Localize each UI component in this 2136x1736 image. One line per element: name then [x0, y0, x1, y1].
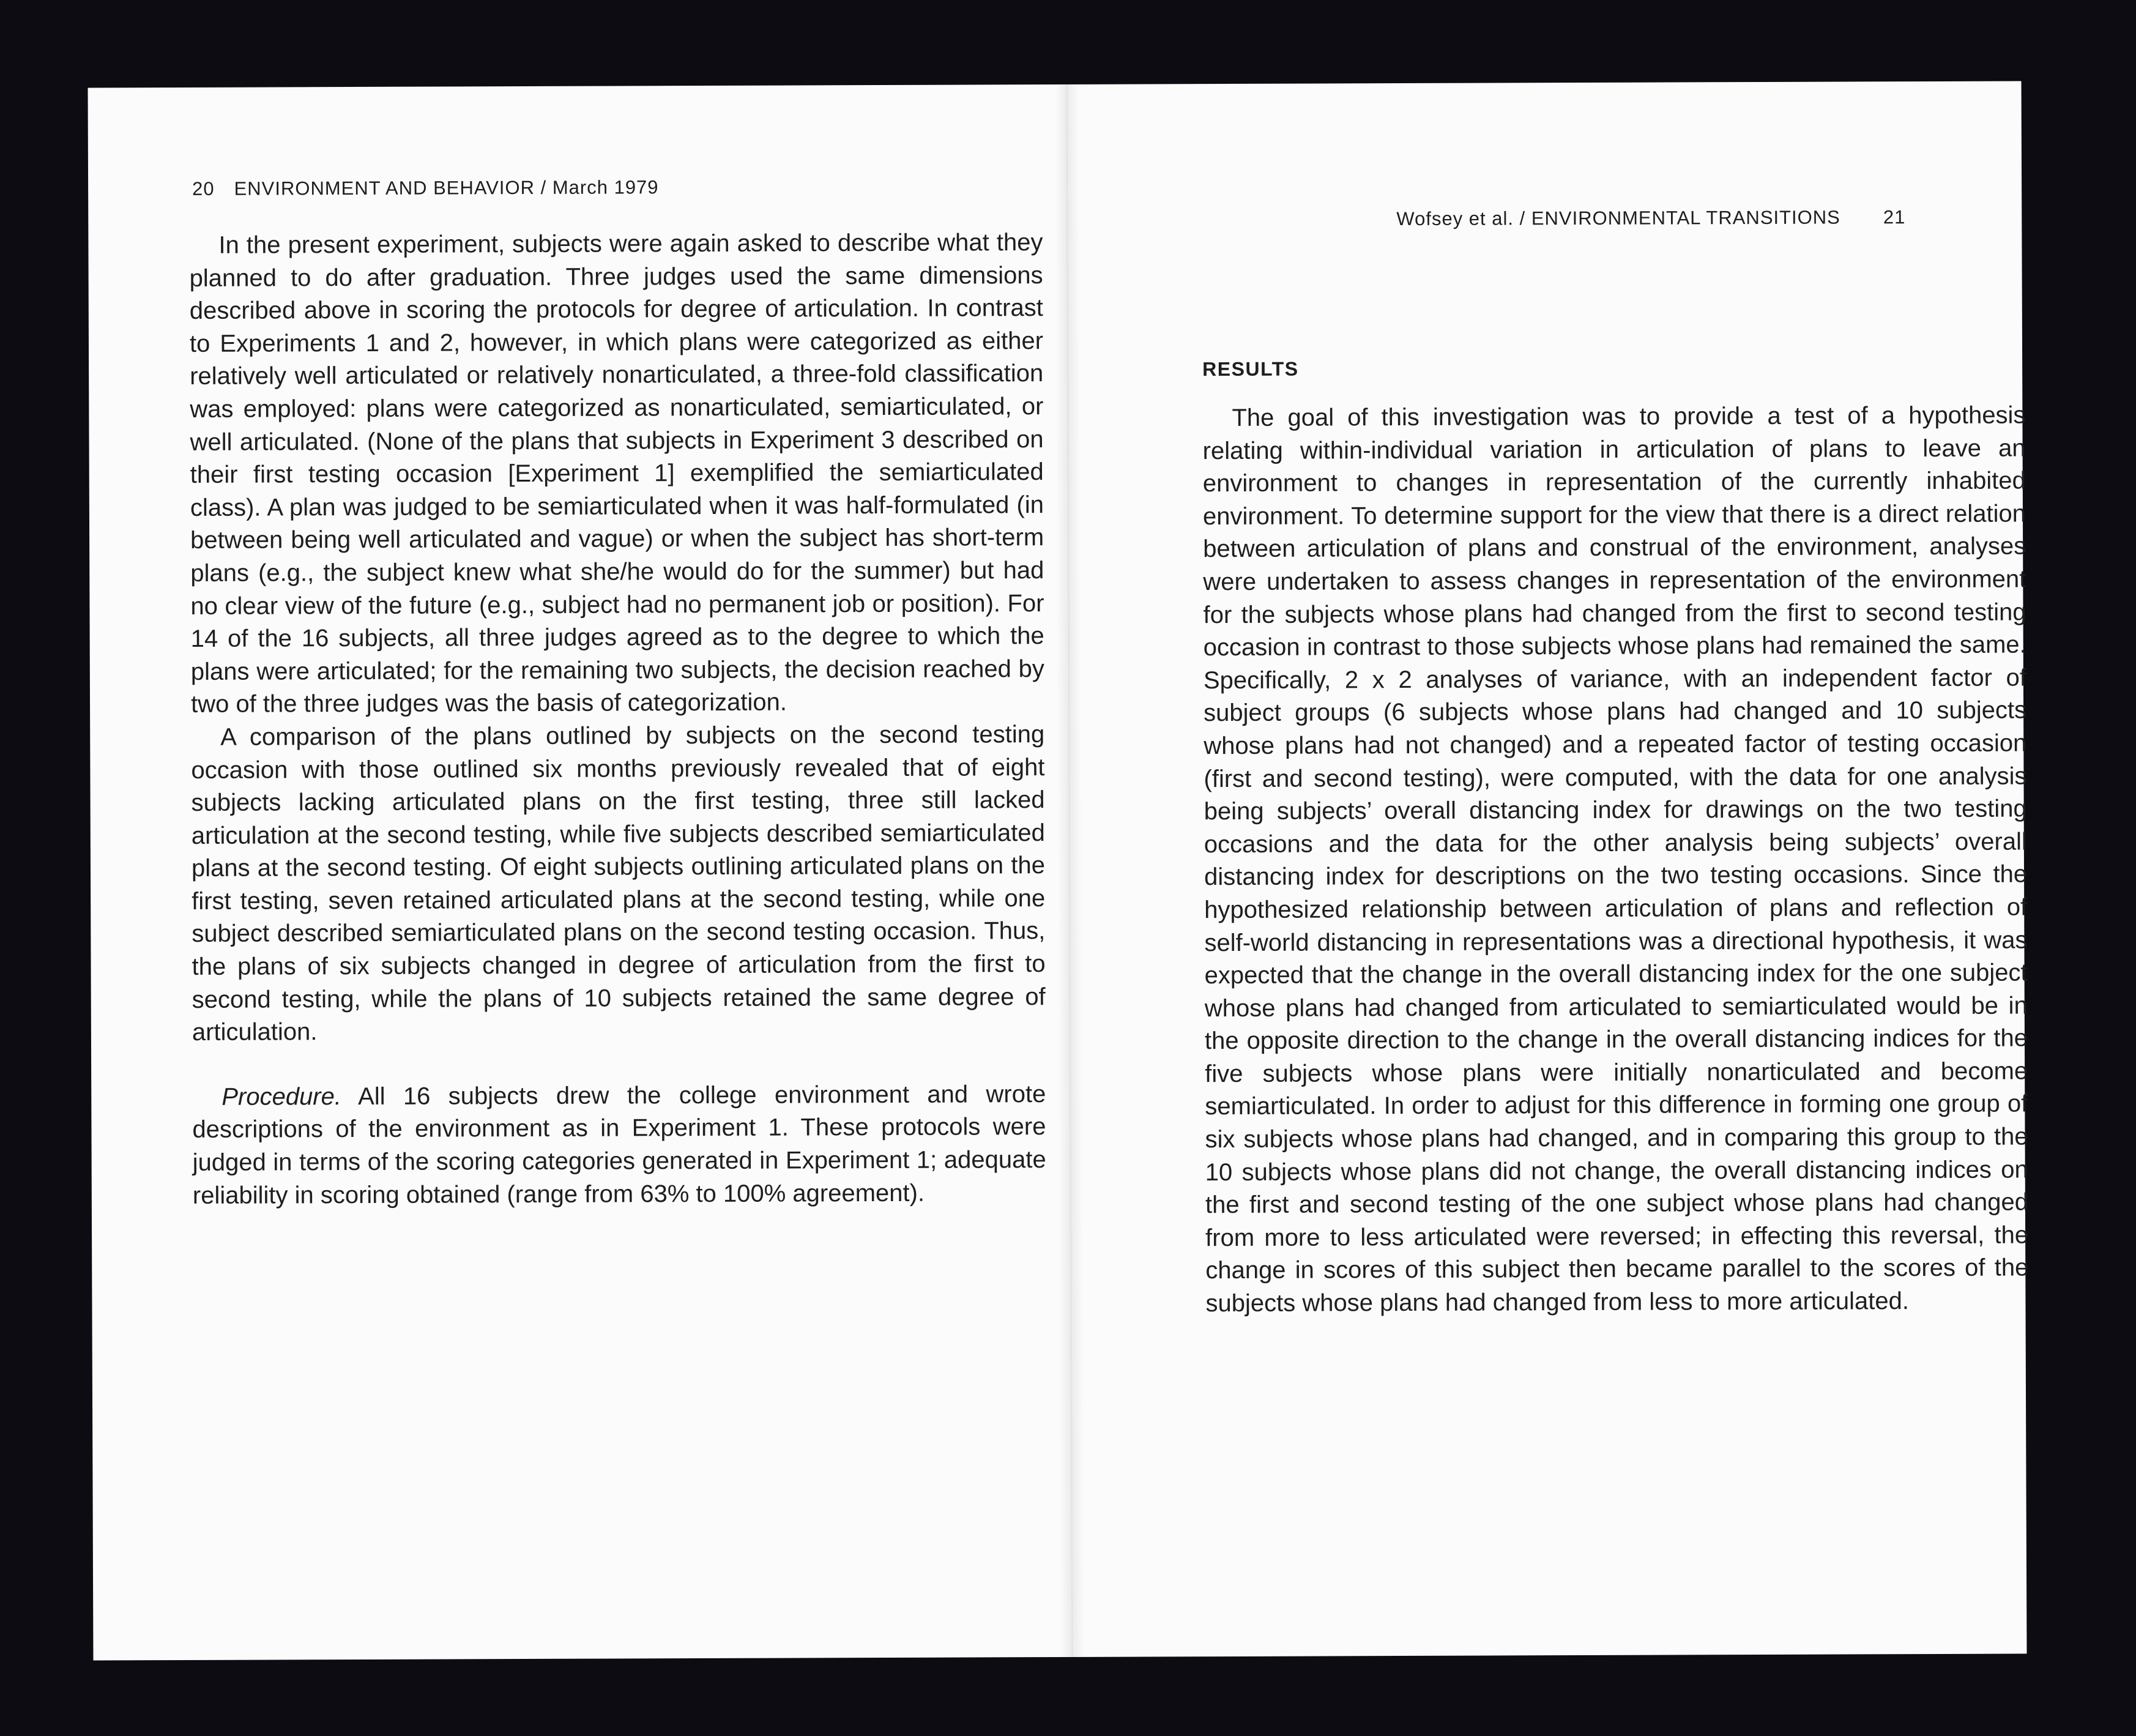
left-paragraph-2: A comparison of the plans outlined by subjects on the second testing occasion with those outlined six months previously revealed that of eight subjects lacking articulated plans on the first testing, three still lacked articulation at the second testing, while five subjects described semiarticulated plans at the second testing. Of eight subjects outlining articulated plans on the first testing, seven retained articulated plans at the second testing, while one subject described semiarticulated plans on the second testing occasion. Thus, the plans of six subjects changed in degree of articulation from the first to second testing, while the plans of 10 subjects retained the same degree of articulation.: [191, 720, 1046, 1046]
procedure-paragraph: [192, 1078, 1046, 1212]
left-paragraph-1: In the present experiment, subjects were again asked to describe what they planned to do after graduation. Three judges used the same dimensions described above in scoring the protocols for degree of articulation. In contrast to Experiments 1 and 2, however, in which plans were categorized as either relatively well articulated or relatively nonarticulated, a three-fold classification was employed: plans were categorized as nonarticulated, semiarticulated, or well articulated. (None of the plans that subjects in Experiment 3 described on their first testing occasion [Experiment 1] exemplified the semiarticulated class). A plan was judged to be semiarticulated when it was half-formulated (in between being well articulated and vague) or when the subject has short-term plans (e.g., the subject knew what she/he would do for the summer) but had no clear view of the future (e.g., subject had no permanent job or position). For 14 of the 16 subjects, all three judges agreed as to the degree to which the plans were articulated; for the remaining two subjects, the decision reached by two of the three judges was the basis of categorization.: [189, 229, 1044, 718]
right-running-head: [1396, 206, 1905, 230]
procedure-heading: Procedure.: [221, 1082, 342, 1111]
left-page-number: 20: [192, 177, 215, 199]
left-journal-title: ENVIRONMENT AND BEHAVIOR / March 1979: [234, 176, 659, 199]
right-paragraph-1: The goal of this investigation was to provide a test of a hypothesis relating within-individual variation in articulation of plans to leave an environment to changes in representation of the currently inhabited environment. To determine support for the view that there is a direct relation between articulation of plans and construal of the environment, analyses were undertaken to assess changes in representation of the environment for the subjects whose plans had changed from the first to second testing occasion in contrast to those subjects whose plans had remained the same. Specifically, 2 x 2 analyses of variance, with an independent factor of subject groups (6 subjects whose plans had changed and 10 subjects whose plans had not changed) and a repeated factor of testing occasion (first and second testing), were computed, with the data for one analysis being subjects’ overall distancing index for drawings on the two testing occasions and the data for the other analysis being subjects’ overall distancing index for descriptions on the two testing occasions. Since the hypothesized relationship between articulation of plans and reflection of self-world distancing in representations was a directional hypothesis, it was expected that the change in the overall distancing index for the one subject whose plans had changed from articulated to semiarticulated would be in the opposite direction to the change in the overall distancing indices for the five subjects whose plans were initially nonarticulated and become semiarticulated. In order to adjust for this difference in forming one group of six subjects whose plans had changed, and in comparing this group to the 10 subjects whose plans did not change, the overall distancing indices on the first and second testing of the one subject whose plans had changed from more to less articulated were reversed; in effecting this reversal, the change in scores of this subject then became parallel to the scores of the subjects whose plans had changed from less to more articulated.: [1202, 401, 2029, 1317]
procedure-text: All 16 subjects drew the college environment and wrote descriptions of the environment as in Experiment 1. These protocols were judged in terms of the scoring categories generated in Experiment 1; adequate reliability in scoring obtained (range from 63% to 100% agreement).: [192, 1080, 1046, 1209]
left-running-head: [192, 176, 659, 200]
left-body-text: [189, 226, 1046, 1212]
paragraph-spacer: [192, 1046, 1046, 1081]
book-spread: [88, 81, 2027, 1660]
results-heading: RESULTS: [1202, 357, 1299, 381]
right-body-text: [1202, 399, 2028, 1320]
left-page: [88, 84, 1060, 1660]
right-page: [1079, 81, 2027, 1656]
right-article-title: Wofsey et al. / ENVIRONMENTAL TRANSITIONS: [1396, 206, 1840, 230]
right-page-number: 21: [1883, 206, 1906, 228]
